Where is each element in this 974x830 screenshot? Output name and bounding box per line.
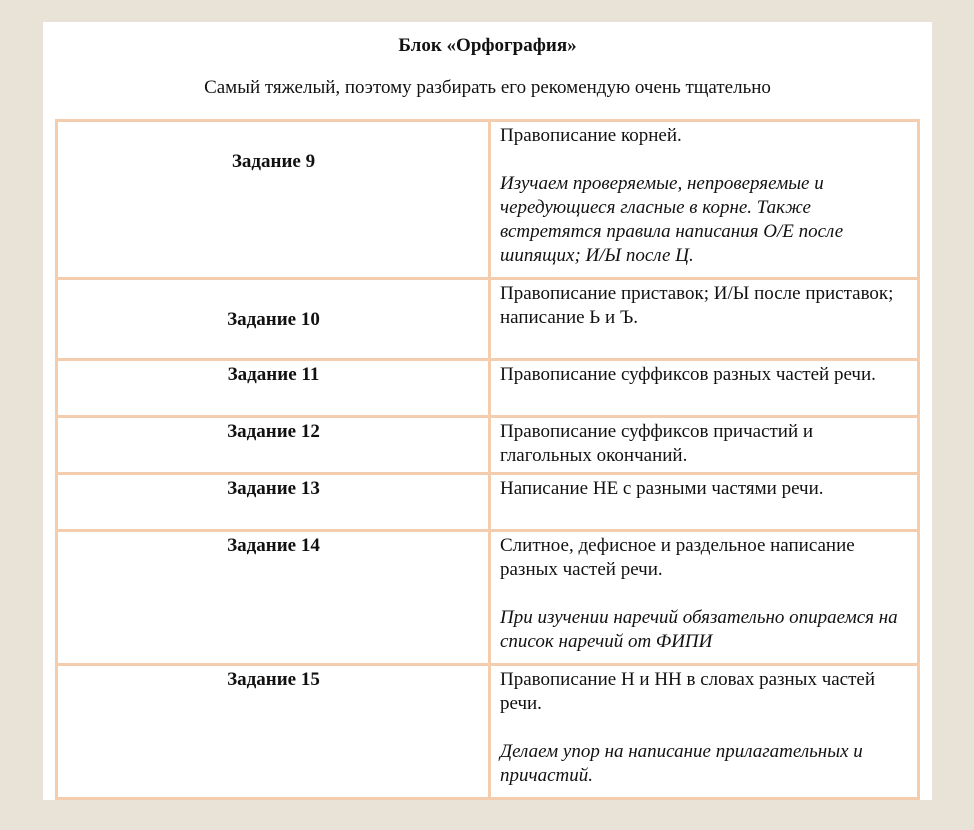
table-row [57, 121, 919, 279]
document-page [43, 22, 932, 800]
table-row [57, 360, 919, 417]
task-cell [57, 360, 490, 417]
task-cell [57, 665, 490, 799]
task-label: Задание 12 [227, 421, 320, 442]
description-text: Написание НЕ с разными частями речи. [500, 478, 824, 499]
description-text: Правописание корней. [500, 125, 682, 146]
description-cell [490, 531, 919, 665]
tasks-table [55, 119, 920, 800]
description-text: Правописание суффиксов причастий и глагольных окончаний. [500, 421, 814, 466]
task-cell [57, 474, 490, 531]
task-label: Задание 11 [227, 364, 320, 385]
table-row [57, 531, 919, 665]
table-row [57, 279, 919, 360]
task-label: Задание 15 [227, 669, 320, 690]
description-text: Правописание приставок; И/Ы после приставок; написание Ь и Ъ. [500, 283, 894, 328]
table-row [57, 474, 919, 531]
table-row [57, 665, 919, 799]
task-label: Задание 9 [231, 151, 316, 172]
task-cell [57, 121, 490, 279]
task-label: Задание 10 [227, 309, 320, 330]
task-cell [57, 417, 490, 474]
description-cell [490, 665, 919, 799]
task-cell [57, 279, 490, 360]
description-cell [490, 279, 919, 360]
description-note: Изучаем проверяемые, непроверяемые и чередующиеся гласные в корне. Также встретятся правила написания О/Е после шипящих; И/Ы после Ц. [500, 173, 844, 266]
block-title: Блок «Орфография» [398, 35, 577, 56]
description-text: Правописание Н и НН в словах разных частей речи. [500, 669, 876, 714]
description-note: Делаем упор на написание прилагательных и причастий. [500, 741, 863, 786]
task-label: Задание 14 [227, 535, 320, 556]
description-cell [490, 121, 919, 279]
description-cell [490, 417, 919, 474]
block-subtitle: Самый тяжелый, поэтому разбирать его рекомендую очень тщательно [204, 77, 771, 98]
description-cell [490, 474, 919, 531]
description-cell [490, 360, 919, 417]
description-note: При изучении наречий обязательно опираемся на список наречий от ФИПИ [500, 607, 898, 652]
task-label: Задание 13 [227, 478, 320, 499]
description-text: Слитное, дефисное и раздельное написание разных частей речи. [500, 535, 855, 580]
description-text: Правописание суффиксов разных частей речи. [500, 364, 876, 385]
table-row [57, 417, 919, 474]
task-cell [57, 531, 490, 665]
